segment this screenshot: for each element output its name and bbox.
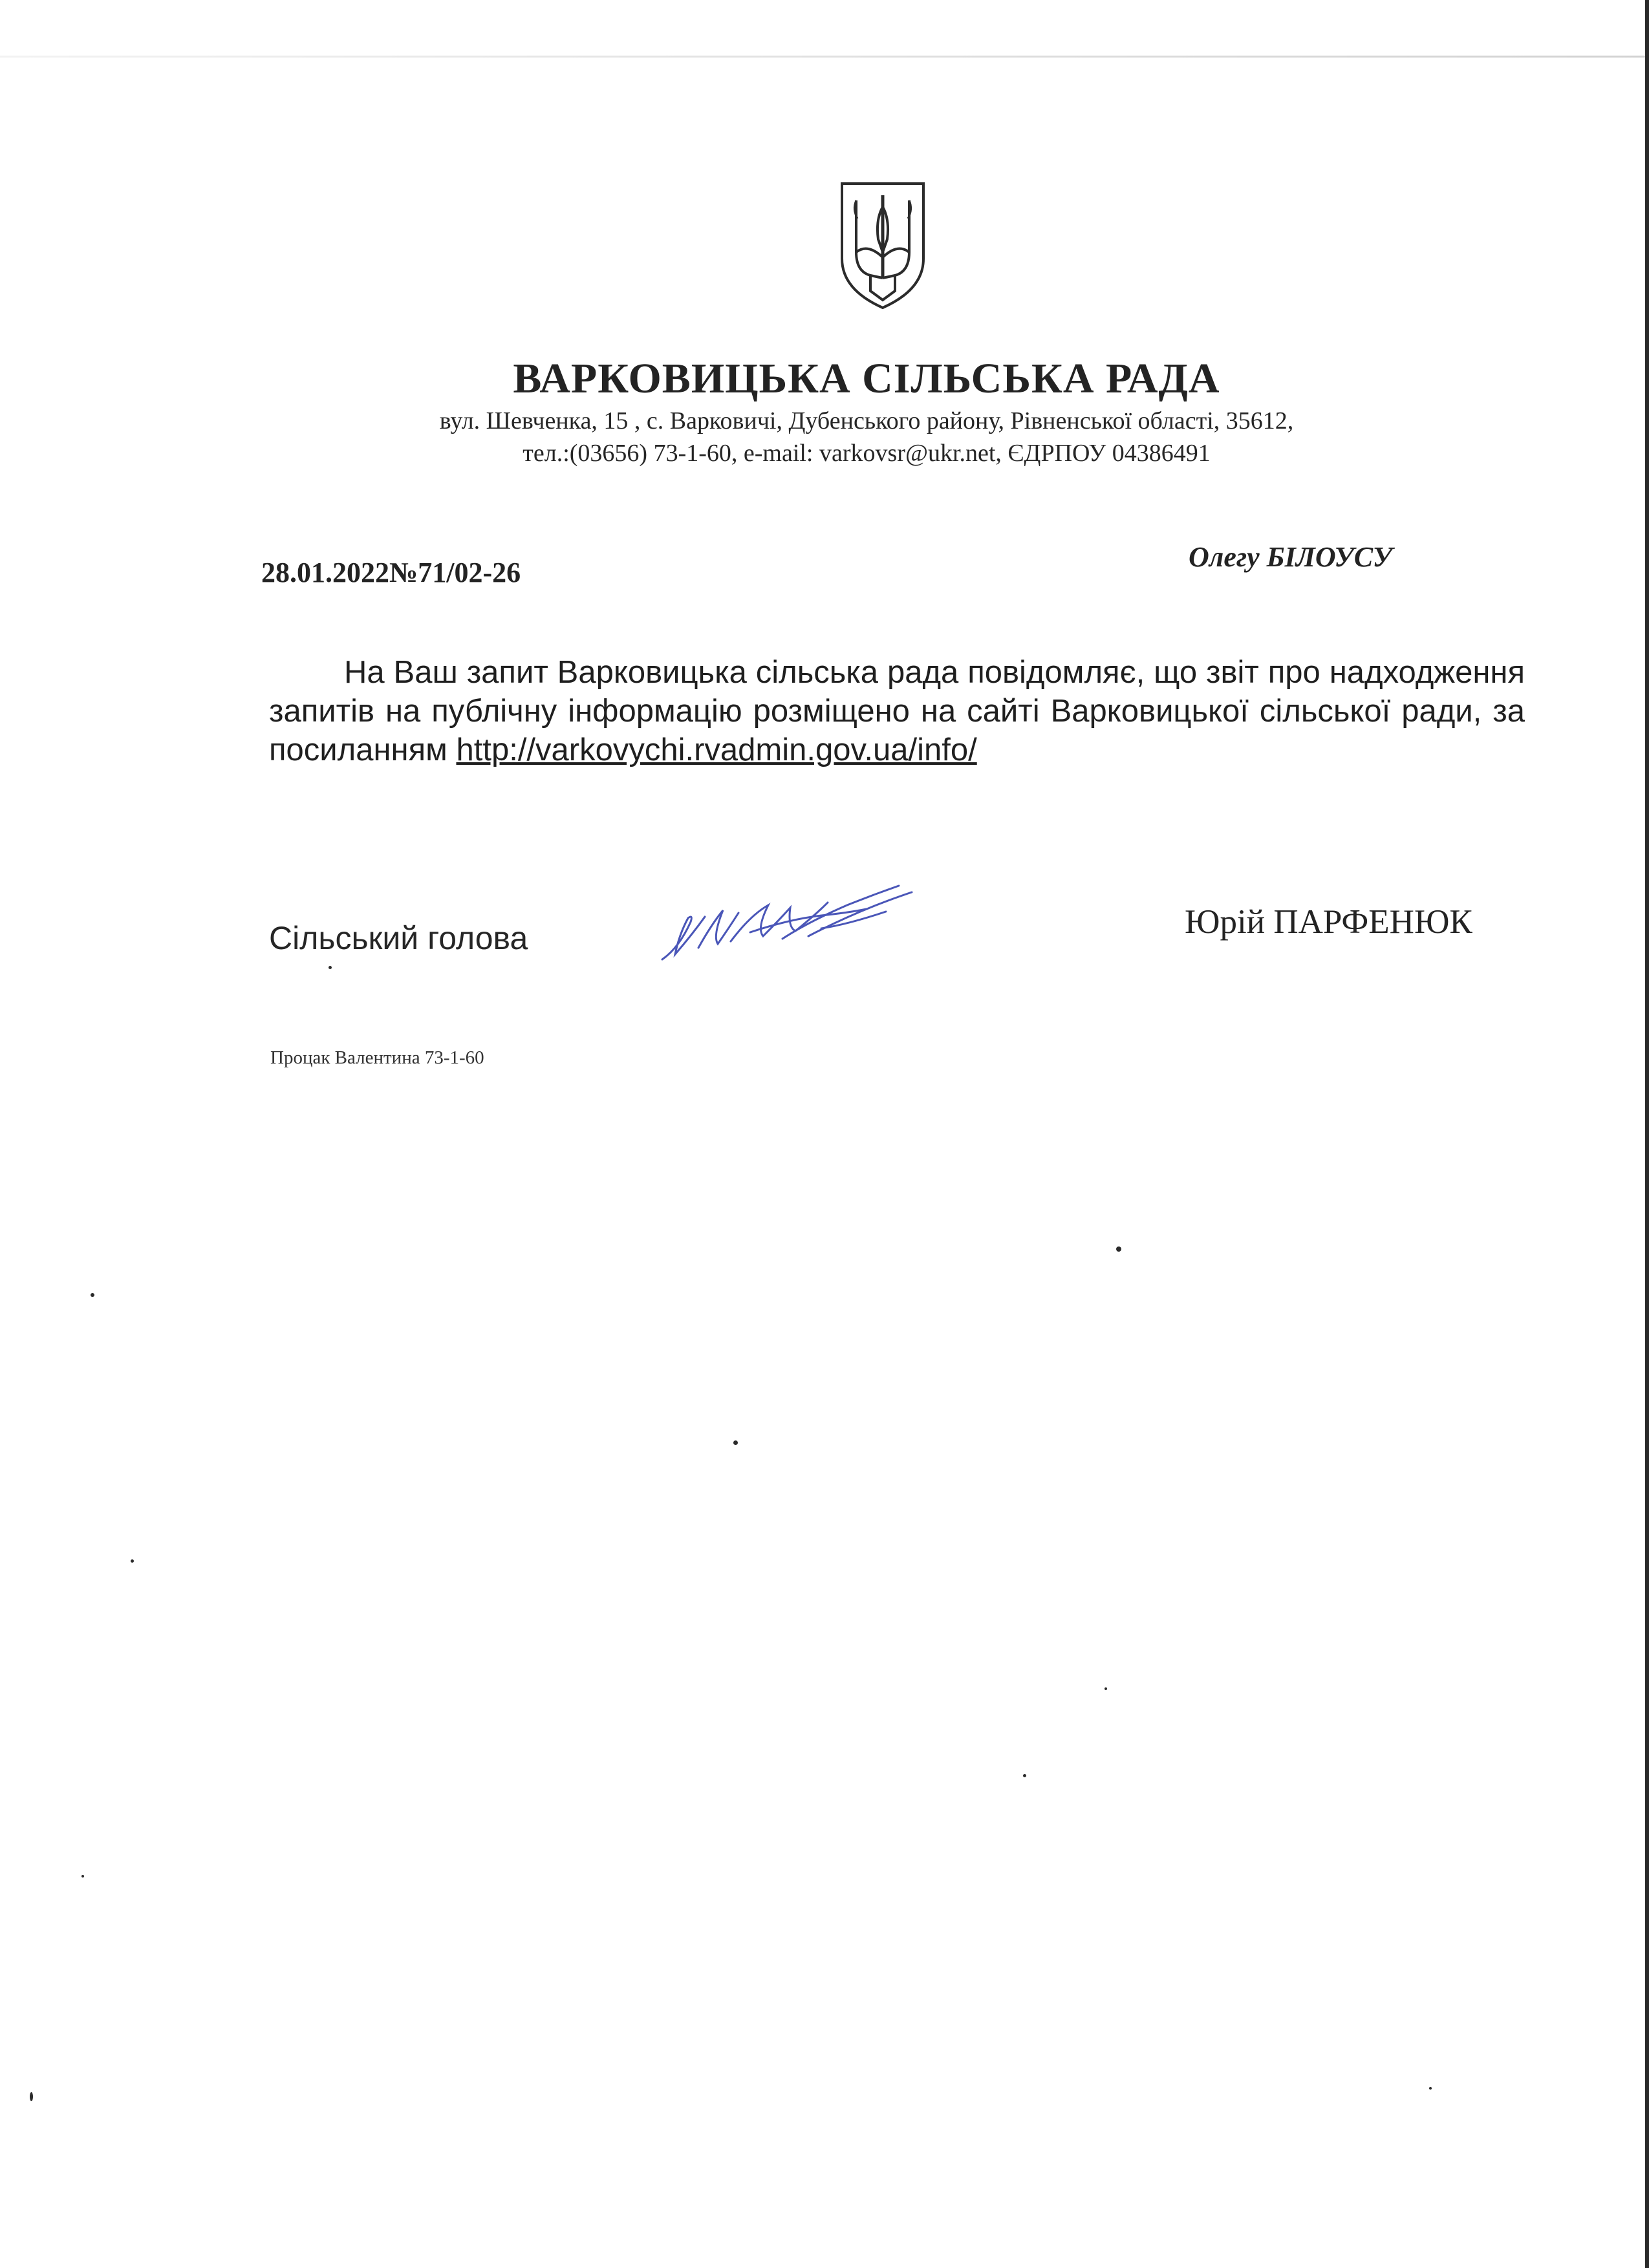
signer-position: Сільський голова (269, 920, 528, 956)
organization-contacts: тел.:(03656) 73-1-60, e-mail: varkovsr@ukr.net, ЄДРПОУ 04386491 (523, 440, 1211, 467)
handwritten-signature (653, 877, 925, 974)
trident-coat-of-arms-icon (838, 181, 927, 310)
scan-speck (1105, 1687, 1107, 1690)
scan-speck (733, 1440, 738, 1445)
scan-speck (91, 1293, 94, 1297)
executor-note: Процак Валентина 73-1-60 (270, 1047, 484, 1068)
scan-border-line (0, 56, 1649, 58)
scan-speck (1023, 1774, 1026, 1777)
signer-name: Юрій ПАРФЕНЮК (1185, 903, 1472, 941)
scan-speck (131, 1559, 134, 1563)
letter-body-text: На Ваш запит Варковицька сільська рада повідомляє, що звіт про надходження запитів на публічну інформацію розміщено на сайті Варковицької сільської ради, за посиланням (269, 655, 1525, 767)
letter-body (269, 653, 1525, 769)
recipient-name: Олегу БІЛОУСУ (1189, 541, 1393, 573)
scan-speck (329, 966, 332, 969)
scan-speck (81, 1875, 84, 1878)
document-reference: 28.01.2022№71/02-26 (261, 557, 521, 588)
organization-address: вул. Шевченка, 15 , с. Варковичі, Дубенського району, Рівненської області, 35612, (439, 407, 1294, 434)
organization-title: ВАРКОВИЦЬКА СІЛЬСЬКА РАДА (513, 355, 1220, 402)
scan-edge (1645, 0, 1649, 2268)
scan-speck (30, 2092, 33, 2101)
scan-speck (1116, 1246, 1121, 1252)
info-link[interactable]: http://varkovychi.rvadmin.gov.ua/info/ (456, 733, 977, 767)
scan-speck (1429, 2087, 1432, 2090)
